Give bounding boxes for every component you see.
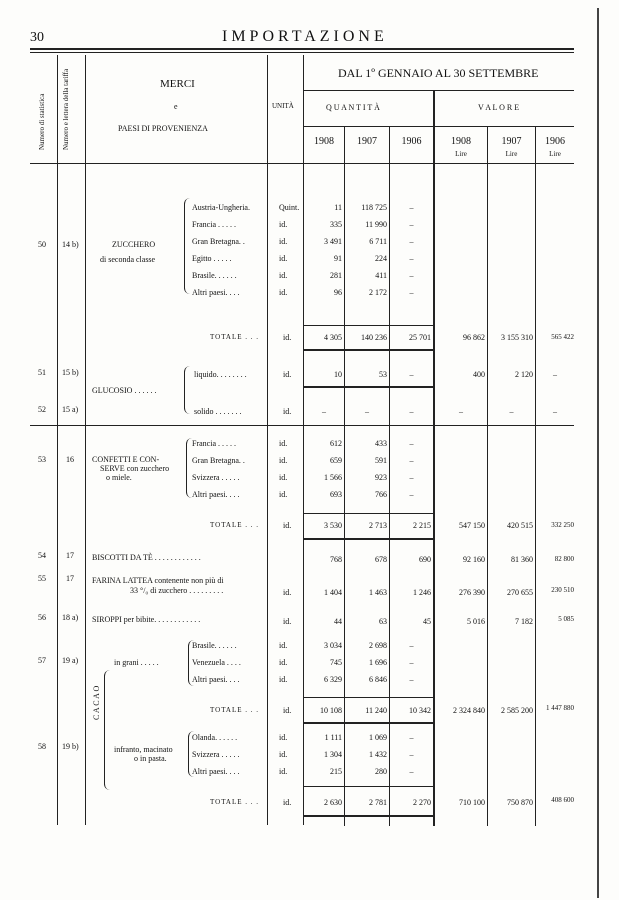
title-rule [30,48,574,50]
unit: id. [279,288,288,297]
total-v1906: 1 447 880 [546,704,574,712]
page-number: 30 [30,30,44,45]
q1906: – [409,370,414,379]
q1907: 1 432 [369,750,387,759]
total-unit: id. [283,333,292,342]
total-label: TOTALE . . . [210,521,260,529]
stat-number: 54 [38,551,46,560]
lire-label: Lire [505,150,518,158]
q1906: – [409,767,414,776]
q1906: – [409,456,414,465]
total-q1907: 2 713 [369,521,387,530]
unit: id. [279,641,288,650]
section-rule [30,425,574,426]
unit: id. [283,407,292,416]
q1906: 45 [423,617,431,626]
q1908: 281 [330,271,342,280]
q1906: 1 246 [413,588,431,597]
q1908: 659 [330,456,342,465]
total-v1907: 420 515 [507,521,533,530]
total-v1908: 710 100 [459,798,485,807]
sum-rule [303,697,433,698]
total-q1907: 11 240 [365,706,387,715]
total-q1907: 140 236 [361,333,387,342]
q1908: 1 566 [324,473,342,482]
unit: id. [279,456,288,465]
total-q1908: 2 630 [324,798,342,807]
unit: id. [279,439,288,448]
v1906: 230 510 [551,586,574,594]
country-label: Egitto . . . . . [192,254,232,263]
period-header: DAL 1º GENNAIO AL 30 SETTEMBRE [338,66,539,80]
header-bottom-rule [30,163,574,164]
cacao-label: C A C A O [92,685,101,720]
v1906: – [553,407,557,416]
goods-name: CONFETTI E CON- [92,455,160,464]
q1906: – [409,473,414,482]
v1908: 276 390 [459,588,485,597]
unit: id. [279,271,288,280]
v1908: – [459,407,463,416]
q1908: 44 [334,617,342,626]
v1906: – [553,370,557,379]
col-line [57,55,58,825]
stat-number: 57 [38,656,46,665]
title-rule-thin [30,52,574,53]
q1908: 3 034 [324,641,342,650]
sum-rule [303,325,433,326]
total-v1907: 750 870 [507,798,533,807]
q1907: 224 [375,254,387,263]
col-line [487,126,488,826]
col-line [433,90,435,826]
country-label: Gran Bretagna. . [192,456,245,465]
sum-rule [303,815,433,817]
total-v1906: 332 250 [551,521,574,529]
merci-header: MERCI [160,78,195,90]
goods-name: GLUCOSIO . . . . . . [92,386,157,395]
q1908: 215 [330,767,342,776]
total-q1908: 4 305 [324,333,342,342]
year-header: 1908 [314,136,334,147]
total-v1908: 96 862 [463,333,485,342]
q1907: 678 [375,555,387,564]
country-label: Francia . . . . . [192,439,236,448]
e-header: e [174,102,178,111]
lire-label: Lire [455,150,467,158]
total-q1906: 10 342 [409,706,431,715]
total-q1907: 2 781 [369,798,387,807]
country-label: Svizzera . . . . . [192,750,240,759]
total-label: TOTALE . . . [210,798,260,806]
q1906: – [409,490,414,499]
unita-header: UNITÀ [272,102,294,110]
q1907: 433 [375,439,387,448]
form-label: liquido. . . . . . . . [194,370,247,379]
sum-rule [303,538,433,540]
q1907: 411 [375,271,387,280]
v1907: – [509,407,514,416]
form-label: in grani . . . . . [114,658,159,667]
total-q1906: 2 215 [413,521,431,530]
goods-name: ZUCCHERO [112,240,156,249]
q1908: 1 111 [324,733,342,742]
country-label: Venezuela . . . . [192,658,241,667]
total-q1908: 10 108 [320,706,342,715]
unit: id. [279,658,288,667]
q1907: 63 [379,617,387,626]
country-label: Altri paesi. . . . [192,675,240,684]
q1908: 335 [330,220,342,229]
total-q1906: 2 270 [413,798,431,807]
q1907: 6 711 [369,237,387,246]
tariff-number: 17 [66,574,74,583]
q1907: 53 [379,370,387,379]
stat-number-header: Numero di statistica [38,93,46,150]
country-label: Altri paesi. . . . [192,767,240,776]
brace [184,198,191,294]
goods-name: SIROPPI per bibite. . . . . . . . . . . . [92,615,201,624]
stat-number: 58 [38,742,46,751]
total-v1908: 547 150 [459,521,485,530]
q1906: – [409,407,414,416]
col-line [85,55,86,825]
quantita-header: Q U A N T I T À [326,103,380,112]
total-q1906: 25 701 [409,333,431,342]
q1906: – [409,658,414,667]
q1907: 2 172 [369,288,387,297]
goods-name: 33 °/₀ di zucchero . . . . . . . . . [130,586,224,595]
goods-name: BISCOTTI DA TÈ . . . . . . . . . . . . [92,553,201,562]
total-unit: id. [283,798,292,807]
goods-name: SERVE con zucchero [100,464,170,473]
total-q1908: 3 530 [324,521,342,530]
page-edge [597,8,599,898]
q1908: 768 [330,555,342,564]
form-label: infranto, macinato [114,745,173,754]
q1906: – [409,750,414,759]
q1908: 11 [334,203,342,212]
q1907: 1 463 [369,588,387,597]
lire-label: Lire [549,150,561,158]
unit: Quint. [279,203,300,212]
q1906: – [409,203,414,212]
q1907: 6 846 [369,675,387,684]
q1906: 690 [419,555,431,564]
unit: id. [279,254,288,263]
col-line [535,126,536,826]
q1906: – [409,439,414,448]
v1907: 7 182 [515,617,533,626]
paesi-header: PAESI DI PROVENIENZA [118,124,208,133]
stat-number: 51 [38,368,46,377]
goods-name: FARINA LATTEA contenente non più di [92,576,224,585]
sum-rule [303,786,433,787]
country-label: Svizzera . . . . . [192,473,240,482]
q1907: 11 990 [365,220,387,229]
q1906: – [409,254,414,263]
v1907: 2 120 [515,370,533,379]
sum-rule [303,722,433,724]
stat-number: 53 [38,455,46,464]
q1907: 766 [375,490,387,499]
brace [104,670,111,790]
q1906: – [409,220,414,229]
q1906: – [409,641,414,650]
tariff-number: 18 a) [62,613,79,622]
tariff-number: 15 b) [62,368,79,377]
valore-header: V A L O R E [478,103,520,112]
v1908: 92 160 [463,555,485,564]
total-v1906: 565 422 [551,333,574,341]
total-v1908: 2 324 840 [453,706,485,715]
q1908: – [322,407,326,416]
v1906: 5 085 [558,615,574,623]
form-label: solido . . . . . . . [194,407,242,416]
tariff-number: 19 b) [62,742,79,751]
unit: id. [279,750,288,759]
q1906: – [409,237,414,246]
tariff-number: 14 b) [62,240,79,249]
q1908: 1 404 [324,588,342,597]
q1908: 10 [334,370,342,379]
q1907: 1 069 [369,733,387,742]
total-label: TOTALE . . . [210,333,260,341]
q1908: 693 [330,490,342,499]
total-v1907: 2 585 200 [501,706,533,715]
unit: id. [283,617,292,626]
q1908: 91 [334,254,342,263]
page-title: IMPORTAZIONE [222,28,388,45]
country-label: Olanda. . . . . . [192,733,238,742]
stat-number: 52 [38,405,46,414]
q1906: – [409,733,414,742]
sum-rule [303,386,433,388]
goods-subname: di seconda classe [100,255,156,264]
q1908: 745 [330,658,342,667]
goods-name: o miele. [106,473,132,482]
q1907: – [365,407,369,416]
q1907: 280 [375,767,387,776]
tariff-number: 19 a) [62,656,79,665]
unit: id. [283,370,292,379]
q1908: 96 [334,288,342,297]
year-header: 1907 [357,136,377,147]
unit: id. [279,490,288,499]
total-unit: id. [283,706,292,715]
unit: id. [279,220,288,229]
country-label: Francia . . . . . [192,220,236,229]
year-header: 1907 [501,136,522,147]
stat-number: 50 [38,240,46,249]
country-label: Gran Bretagna. . [192,237,245,246]
year-header: 1908 [451,136,471,147]
q1908: 1 304 [324,750,342,759]
q1907: 118 725 [361,203,387,212]
tariff-number: 15 a) [62,405,79,414]
country-label: Brasile. . . . . . [192,641,237,650]
total-label: TOTALE . . . [210,706,260,714]
q1907: 923 [375,473,387,482]
q1907: 591 [375,456,387,465]
year-header: 1906 [401,136,422,147]
form-label: o in pasta. [134,754,167,763]
total-v1906: 408 600 [551,796,574,804]
country-label: Brasile. . . . . . [192,271,237,280]
unit: id. [279,733,288,742]
unit: id. [279,767,288,776]
header-rule [303,90,574,91]
total-unit: id. [283,521,292,530]
q1908: 612 [330,439,342,448]
stat-number: 55 [38,574,46,583]
unit: id. [283,588,292,597]
stat-number: 56 [38,613,46,622]
q1908: 6 329 [324,675,342,684]
v1907: 81 360 [511,555,533,564]
sum-rule [303,349,433,351]
tariff-number: 16 [66,455,74,464]
country-label: Altri paesi. . . . [192,490,240,499]
v1908: 400 [473,370,485,379]
country-label: Austria-Ungheria. [192,203,250,212]
tariff-number: 17 [66,551,74,560]
q1906: – [409,288,414,297]
v1908: 5 016 [467,617,485,626]
q1906: – [409,675,414,684]
v1907: 270 655 [507,588,533,597]
q1908: 3 491 [324,237,342,246]
q1906: – [409,271,414,280]
unit: id. [279,237,288,246]
unit: id. [279,473,288,482]
country-label: Altri paesi. . . . [192,288,240,297]
total-v1907: 3 155 310 [501,333,533,342]
tariff-number-header: Numero e lettera della tariffa [62,68,70,150]
v1906: 82 800 [554,555,574,563]
year-header: 1906 [545,136,565,147]
header-rule [303,126,574,127]
unit: id. [279,675,288,684]
q1907: 1 696 [369,658,387,667]
q1907: 2 698 [369,641,387,650]
brace [184,366,191,414]
sum-rule [303,513,433,514]
